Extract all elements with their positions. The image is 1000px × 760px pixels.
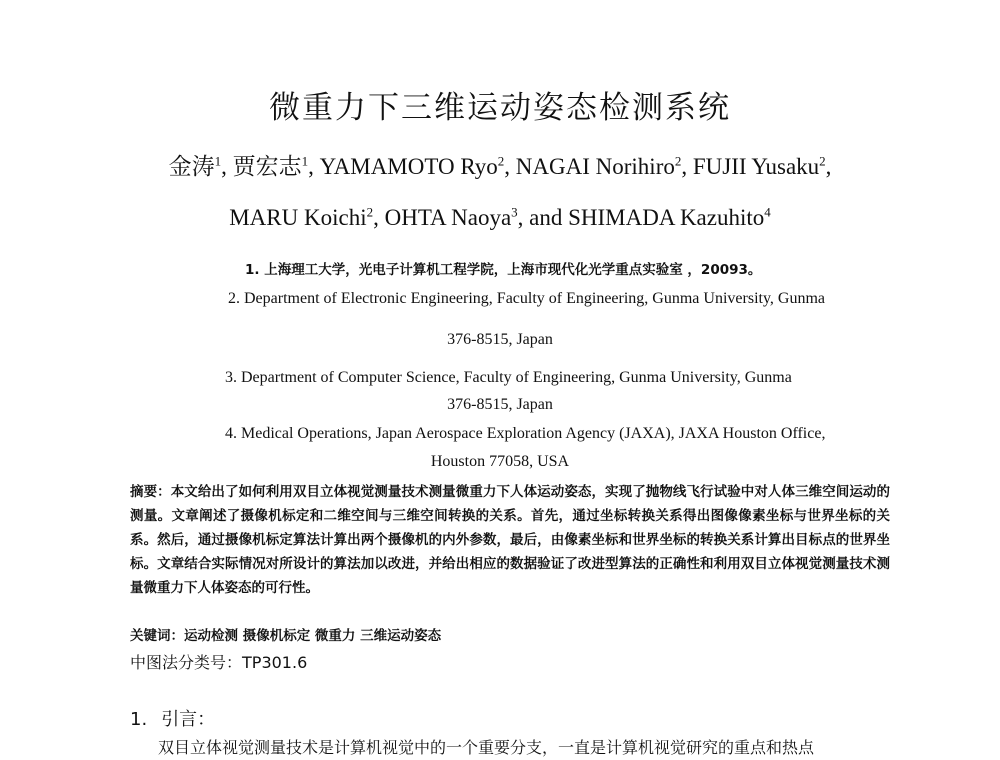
affiliation-4-line-2: Houston 77058, USA [430, 453, 570, 470]
clc-label: 中图法分类号： [130, 653, 243, 672]
section-number: 1. [130, 709, 148, 730]
section-heading [130, 705, 215, 731]
paper-title: 微重力下三维运动姿态检测系统 [269, 90, 731, 126]
author-affil-sup: 2 [497, 153, 505, 169]
author-affil-sup: 3 [511, 204, 518, 220]
abstract-label: 摘要： [130, 484, 171, 500]
author-line-2: MARU Koichi$^2$, OHTA Naoya$^3$, and SHIMADA Kazuhito$^4$ [229, 204, 771, 230]
author-name: SHIMADA Kazuhito [568, 205, 765, 230]
affiliation-3-line-1: 3. Department of Computer Science, Faculty of Engineering, Gunma University, Gunma [225, 369, 792, 386]
author-affil-sup: 4 [764, 204, 771, 220]
author-name: FUJII Yusaku [692, 154, 820, 179]
clc-number [130, 650, 307, 673]
section-title: 引言： [161, 709, 216, 730]
affiliation-1: 1. 上海理工大学，光电子计算机工程学院，上海市现代化光学重点实验室 ，20093。 [245, 262, 762, 278]
affiliation-2-line-2: 376-8515, Japan [447, 331, 553, 348]
author-name: NAGAI Norihiro [515, 154, 675, 179]
author-affil-sup: 1 [214, 153, 222, 169]
affiliation-3-line-2: 376-8515, Japan [447, 396, 553, 413]
author-line-1: 金涛$^1$, 贾宏志$^1$, YAMAMOTO Ryo$^2$, NAGAI Norihiro$^2$, FUJII Yusaku$^2$, [168, 153, 832, 179]
abstract [130, 480, 890, 600]
author-name: 贾宏志 [232, 154, 302, 179]
author-name: OHTA Naoya [384, 205, 512, 230]
author-name: YAMAMOTO Ryo [319, 154, 498, 179]
affiliation-2-line-1: 2. Department of Electronic Engineering, Faculty of Engineering, Gunma University, Gunma [228, 290, 826, 307]
author-name: 金涛 [168, 154, 215, 179]
author-name: MARU Koichi [229, 205, 367, 230]
author-affil-sup: 1 [301, 153, 309, 169]
author-affil-sup: 2 [366, 204, 374, 220]
affiliation-4-line-1: 4. Medical Operations, Japan Aerospace Exploration Agency (JAXA), JAXA Houston Office, [225, 425, 826, 442]
author-affil-sup: 2 [674, 153, 682, 169]
clc-value: TP301.6 [242, 653, 308, 672]
body-paragraph: 双目立体视觉测量技术是计算机视觉中的一个重要分支，一直是计算机视觉研究的重点和热点 [158, 738, 815, 757]
author-affil-sup: 2 [819, 153, 826, 169]
keywords-label: 关键词： [130, 628, 184, 644]
abstract-text: 本文给出了如何利用双目立体视觉测量技术测量微重力下人体运动姿态，实现了抛物线飞行试验中对人体三维空间运动的测量。文章阐述了摄像机标定和二维空间与三维空间转换的关系。首先，通过坐标转换关系得出图像像素坐标与世界坐标的关系。然后，通过摄像机标定算法计算出两个摄像机的内外参数，最后，由像素坐标和世界坐标的转换关系计算出目标点的世界坐标。文章结合实际情况对所设计的算法加以改进，并给出相应的数据验证了改进型算法的正确性和利用双目立体视觉测量技术测量微重力下人体姿态的可行性。 [130, 484, 890, 596]
keywords-text: 运动检测 摄像机标定 微重力 三维运动姿态 [184, 628, 442, 644]
keywords [130, 624, 441, 644]
